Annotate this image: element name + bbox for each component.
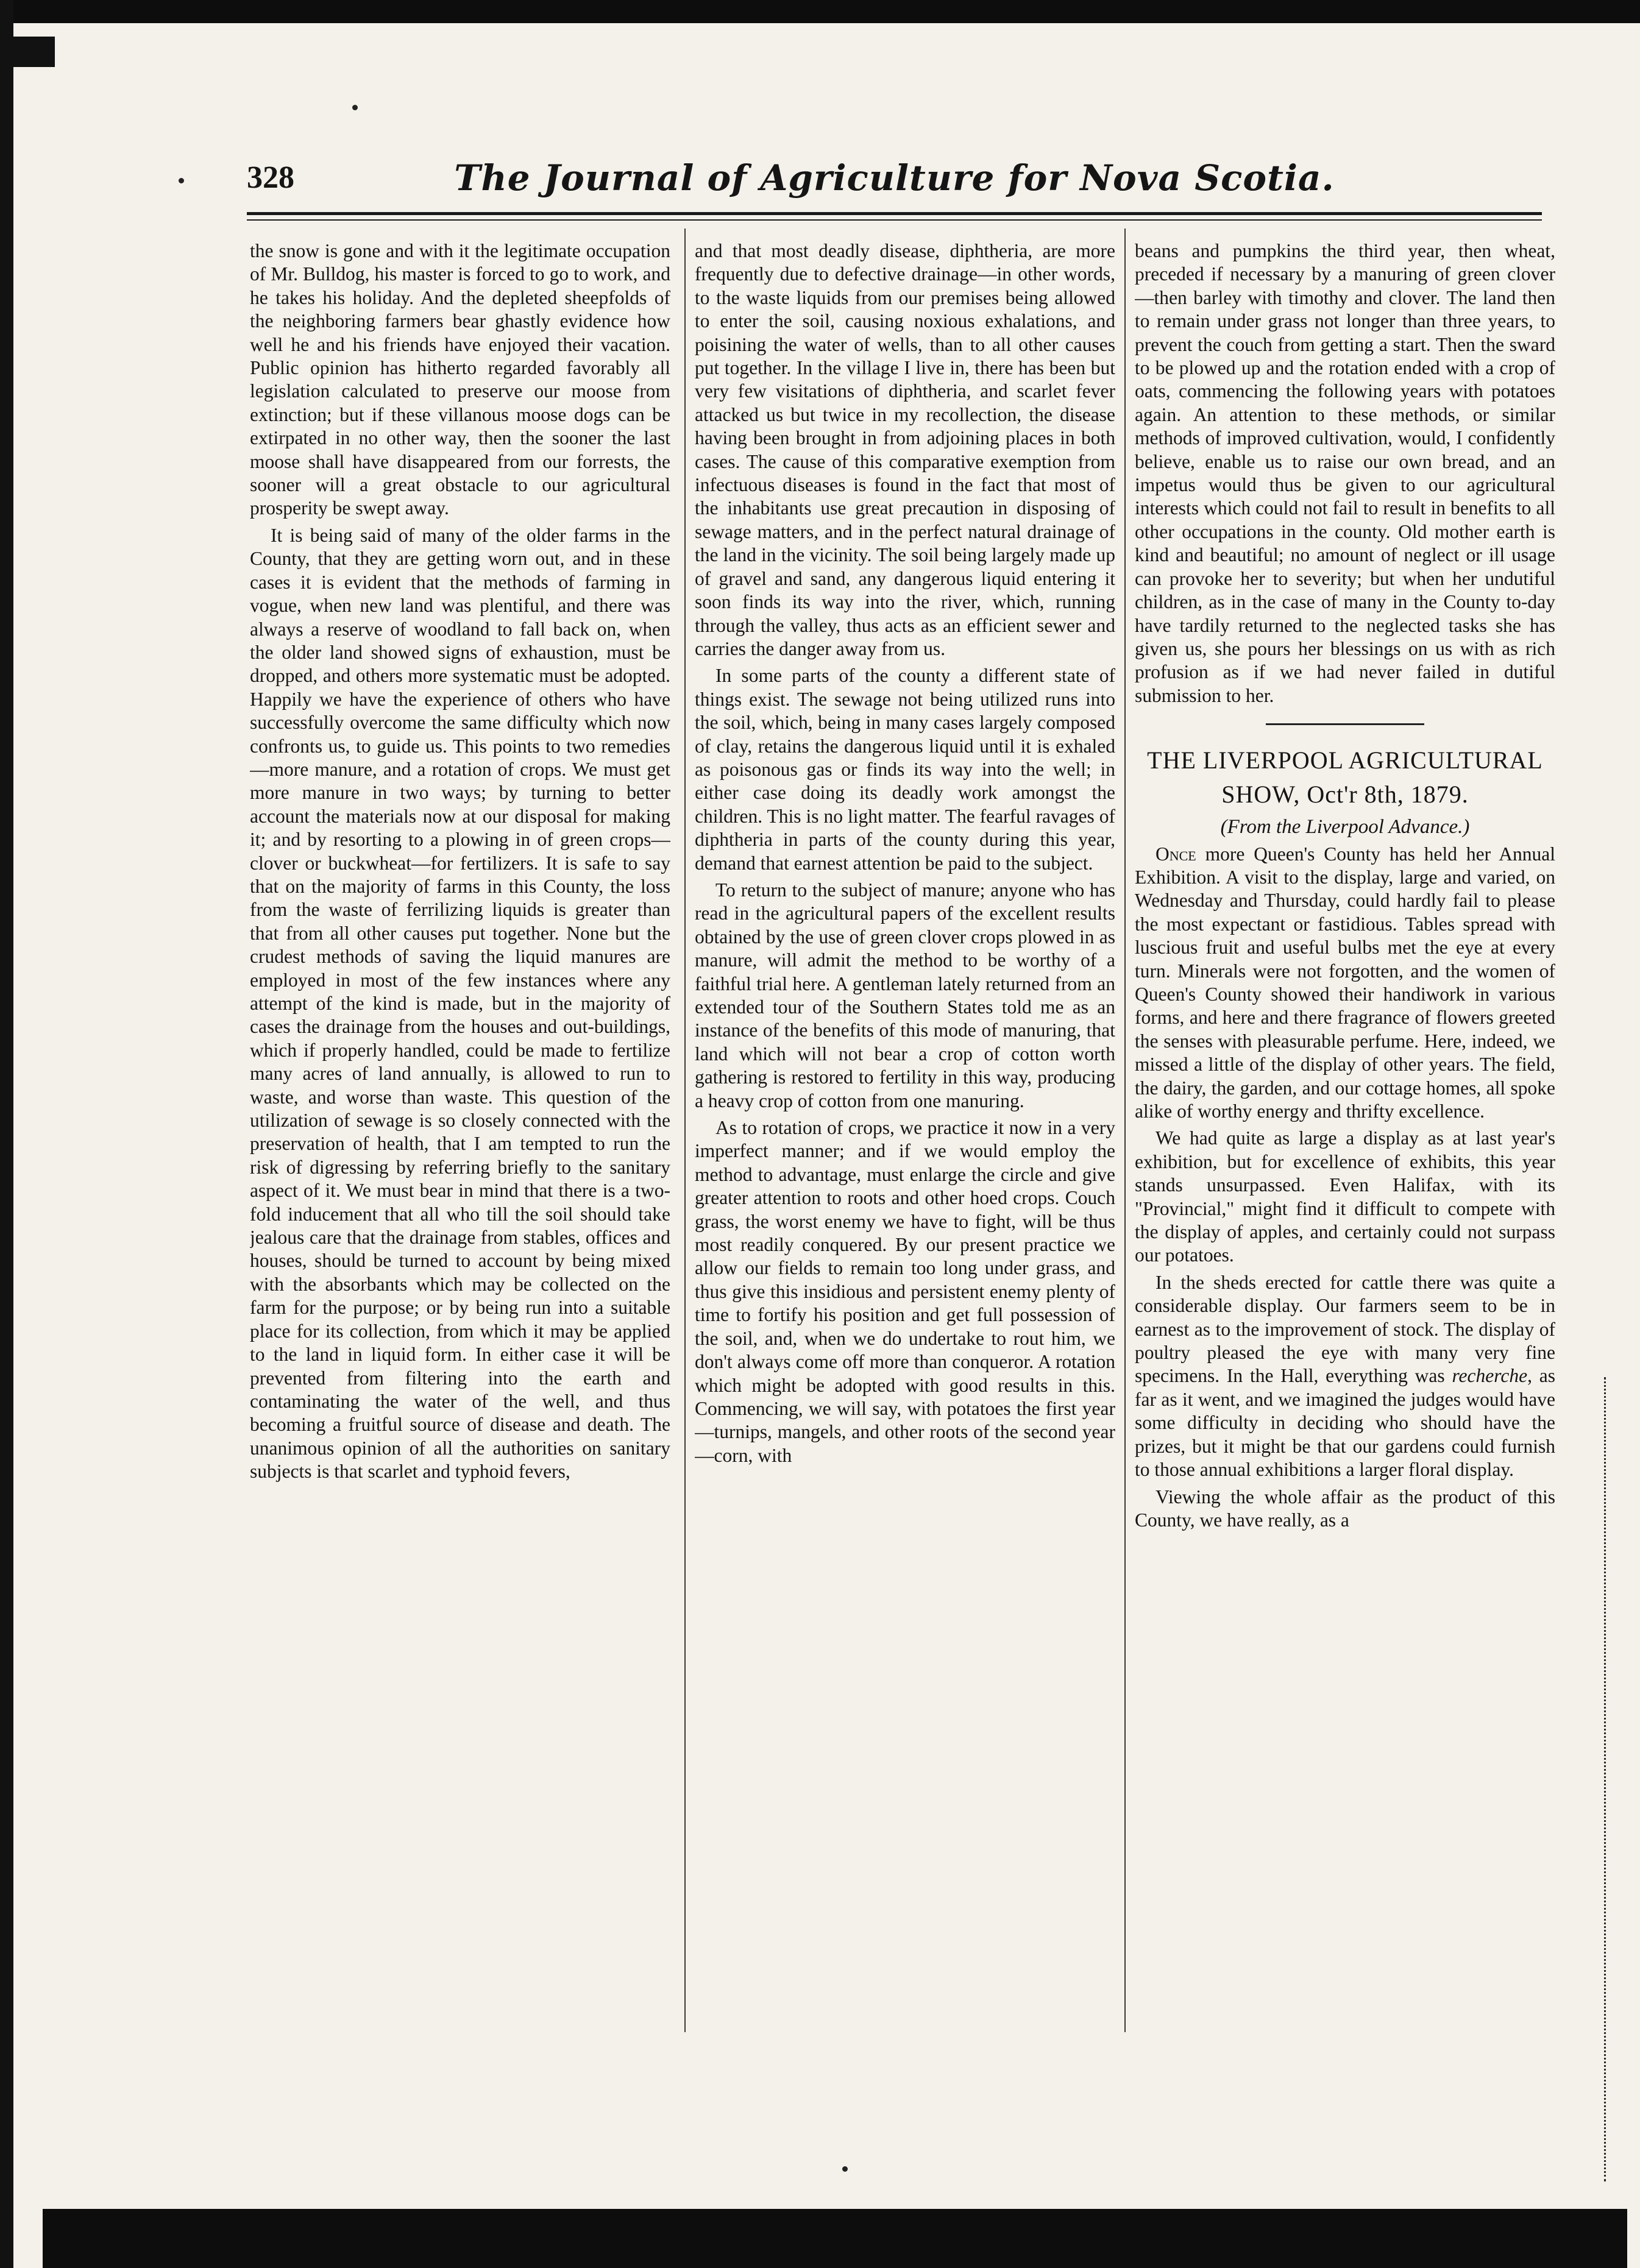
section-divider bbox=[1266, 723, 1424, 725]
paragraph: beans and pumpkins the third year, then wheat, preceded if necessary by a manuring of green clover—then barley with timothy and clover. The land then to remain under grass not longer than three years, to prevent the couch from getting a start. Then the sward to be plowed up and the rotation ended with a crop of oats, commencing the following years with potatoes again. An attention to these methods, or similar methods of improved cultivation, would, I confidently believe, enable us to raise our own bread, and an impetus would thus be given to our agricultural interests which could not fail to result in benefits to all other occupations in the county. Old mother earth is kind and beautiful; no amount of neglect or ill usage can provoke her to severity; but when her undutiful children, as in the case of many in the County to-day have tardily returned to the neglected tasks she has given us, she pours her blessings on us with as rich profusion as if we had never failed in dutiful submission to her. bbox=[1135, 240, 1555, 706]
paragraph: the snow is gone and with it the legitimate occupation of Mr. Bulldog, his master is forced to go to work, and he takes his holiday. And the depleted sheepfolds of the neighboring farmers bear ghastly evidence how well he and his friends have enjoyed their vacation. Public opinion has hitherto regarded favorably all legislation calculated to preserve our moose from extinction; but if these villanous moose dogs can be extirpated in no other way, then the sooner the last moose shall have disappeared from our forrests, the sooner will a great obstacle to our agricultural prosperity be swept away. bbox=[250, 240, 670, 519]
paragraph bbox=[1135, 1271, 1555, 1482]
speck-mark bbox=[179, 178, 184, 183]
paragraph: and that most deadly disease, diphtheria, are more frequently due to defective drainage—in other words, to the waste liquids from our premises being allowed to enter the soil, causing noxious exhalations, and poisining the water of wells, than to all other causes put together. In the village I live in, there has been but very few visitations of diphtheria, and scarlet fever attacked us but twice in my recollection, the disease having been brought in from adjoining places in both cases. The cause of this comparative exemption from infectuous diseases is found in the fact that most of the inhabitants use great precaution in disposing of sewage matters, and in the perfect natural drainage of the land in the vicinity. The soil being largely made up of gravel and sand, any dangerous liquid entering it soon finds its way into the river, which, running through the valley, thus acts as an efficient sewer and carries the danger away from us. bbox=[695, 240, 1115, 659]
section-title bbox=[1135, 743, 1555, 812]
scan-margin-marks bbox=[1604, 1377, 1612, 2181]
emphasis: recherche bbox=[1452, 1365, 1528, 1387]
paragraph bbox=[1135, 843, 1555, 1124]
paragraph: It is being said of many of the older farms in the County, that they are getting worn out, and in these cases it is evident that the methods of farming in vogue, when new land was plentiful, and there was always a reserve of woodland to fall back on, when the older land showed signs of exhaustion, must be dropped, and others more systematic must be adopted. Happily we have the experience of others who have successfully overcome the same difficulty which now confronts us, to guide us. This points to two remedies —more manure, and a rotation of crops. We must get more manure in two ways; by turning to better account the materials now at our disposal for making it; and by resorting to a plowing in of green crops—clover or buckwheat—for fertilizers. It is safe to say that on the majority of farms in this County, the loss from the waste of ferrilizing liquids is greater than that from all other causes put together. None but the crudest methods of saving the liquid manures are employed in most of the few instances where any attempt of the kind is made, but in the majority of cases the drainage from the houses and out-buildings, which if properly handled, could be made to fertilize many acres of land annually, is allowed to run to waste, and worse than waste. This question of the utilization of sewage is so closely connected with the preservation of health, that I am tempted to run the risk of digressing by referring briefly to the sanitary aspect of it. We must bear in mind that there is a two-fold inducement that all who till the soil should take jealous care that the drainage from stables, offices and houses, should be turned to account by being mixed with the absorbants which may be collected on the farm for the purpose; or by being run into a suitable place for its collection, from which it may be applied to the land in liquid form. In either case it will be prevented from filtering into the earth and contaminating the water of the well, and thus becoming a fruitful source of disease and death. The unanimous opinion of all the authorities on sanitary subjects is that scarlet and typhoid fevers, bbox=[250, 524, 670, 1483]
section-title-line: SHOW, Oct'r 8th, 1879. bbox=[1221, 781, 1469, 809]
scan-edge-left bbox=[0, 0, 13, 2268]
journal-title: The Journal of Agriculture for Nova Scotia. bbox=[454, 157, 1335, 199]
paragraph-text: In the sheds erected for cattle there was quite a considerable display. Our farmers seem to be in earnest as to the improvement of stock. The display of poultry pleased the eye with many very fine specimens. In the Hall, everything was bbox=[1135, 1271, 1555, 1387]
page-number: 328 bbox=[247, 160, 294, 195]
header-rule-thick bbox=[247, 212, 1542, 215]
paragraph: Viewing the whole affair as the product of this County, we have really, as a bbox=[1135, 1486, 1555, 1531]
column-2 bbox=[695, 239, 1115, 2177]
scan-edge-bottom bbox=[43, 2209, 1627, 2268]
drop-lead: Once bbox=[1155, 843, 1196, 865]
paragraph-text: more Queen's County has held her Annual Exhibition. A visit to the display, large and varied, on Wednesday and Thursday, could hardly fail to please the most expectant or fastidious. Tables spread with luscious fruit and useful bulbs met the eye at every turn. Minerals were not forgotten, and the women of Queen's County showed their handiwork in various forms, and here and there fragrance of flowers greeted the senses with pleasurable perfume. Here, indeed, we missed a little of the display of other years. The field, the dairy, the garden, and our cottage homes, all spoke alike of worthy energy and thrifty excellence. bbox=[1135, 843, 1555, 1122]
section-title-line: THE LIVERPOOL AGRICULTURAL bbox=[1147, 746, 1543, 774]
header-rule-thin bbox=[247, 219, 1542, 221]
column-separator bbox=[684, 229, 686, 2032]
column-3 bbox=[1135, 239, 1555, 2177]
paragraph: In some parts of the county a different state of things exist. The sewage not being utilized runs into the soil, which, being in many cases largely composed of clay, retains the dangerous liquid until it is exhaled as poisonous gas or finds its way into the well; in either case doing its deadly work amongst the children. This is no light matter. The fearful ravages of diphtheria in parts of the county during this year, demand that earnest attention be paid to the subject. bbox=[695, 665, 1115, 874]
page-header bbox=[247, 157, 1542, 214]
paragraph-text: , as far as it went, and we imagined the judges would have some difficulty in deciding who should have the prizes, but it might be that our gardens could furnish to those annual exhibitions a larger floral display. bbox=[1135, 1365, 1555, 1481]
paragraph: To return to the subject of manure; anyone who has read in the agricultural papers of the excellent results obtained by the use of green clover crops plowed in as manure, will admit the method to be worthy of a faithful trial here. A gentleman lately returned from an extended tour of the Southern States told me as an instance of the benefits of this mode of manuring, that land which will not bear a crop of cotton worth gathering is restored to fertility in this way, producing a heavy crop of cotton from one manuring. bbox=[695, 879, 1115, 1111]
scan-edge-left-tab bbox=[0, 37, 55, 67]
column-1 bbox=[250, 239, 670, 2177]
section-source: (From the Liverpool Advance.) bbox=[1220, 816, 1470, 838]
paragraph: We had quite as large a display as at last year's exhibition, but for excellence of exhibits, this year stands unsurpassed. Even Halifax, with its "Provincial," might find it difficult to compete with the display of apples, and certainly could not surpass our potatoes. bbox=[1135, 1127, 1555, 1266]
paragraph: As to rotation of crops, we practice it now in a very imperfect manner; and if we would employ the method to advantage, must enlarge the circle and give greater attention to roots and other hoed crops. Couch grass, the worst enemy we have to fight, will be thus most readily conquered. By our present practice we allow our fields to remain too long under grass, and thus give this insidious and persistent enemy plenty of time to fortify his position and get full possession of the soil, and, when we do undertake to rout him, we don't always come off more than conqueror. A rotation which might be adopted with good results in this. Commencing, we will say, with potatoes the first year—turnips, mangels, and other roots of the second year—corn, with bbox=[695, 1117, 1115, 1466]
scan-edge-top bbox=[0, 0, 1640, 23]
column-separator bbox=[1124, 229, 1126, 2032]
speck-mark bbox=[352, 105, 358, 110]
